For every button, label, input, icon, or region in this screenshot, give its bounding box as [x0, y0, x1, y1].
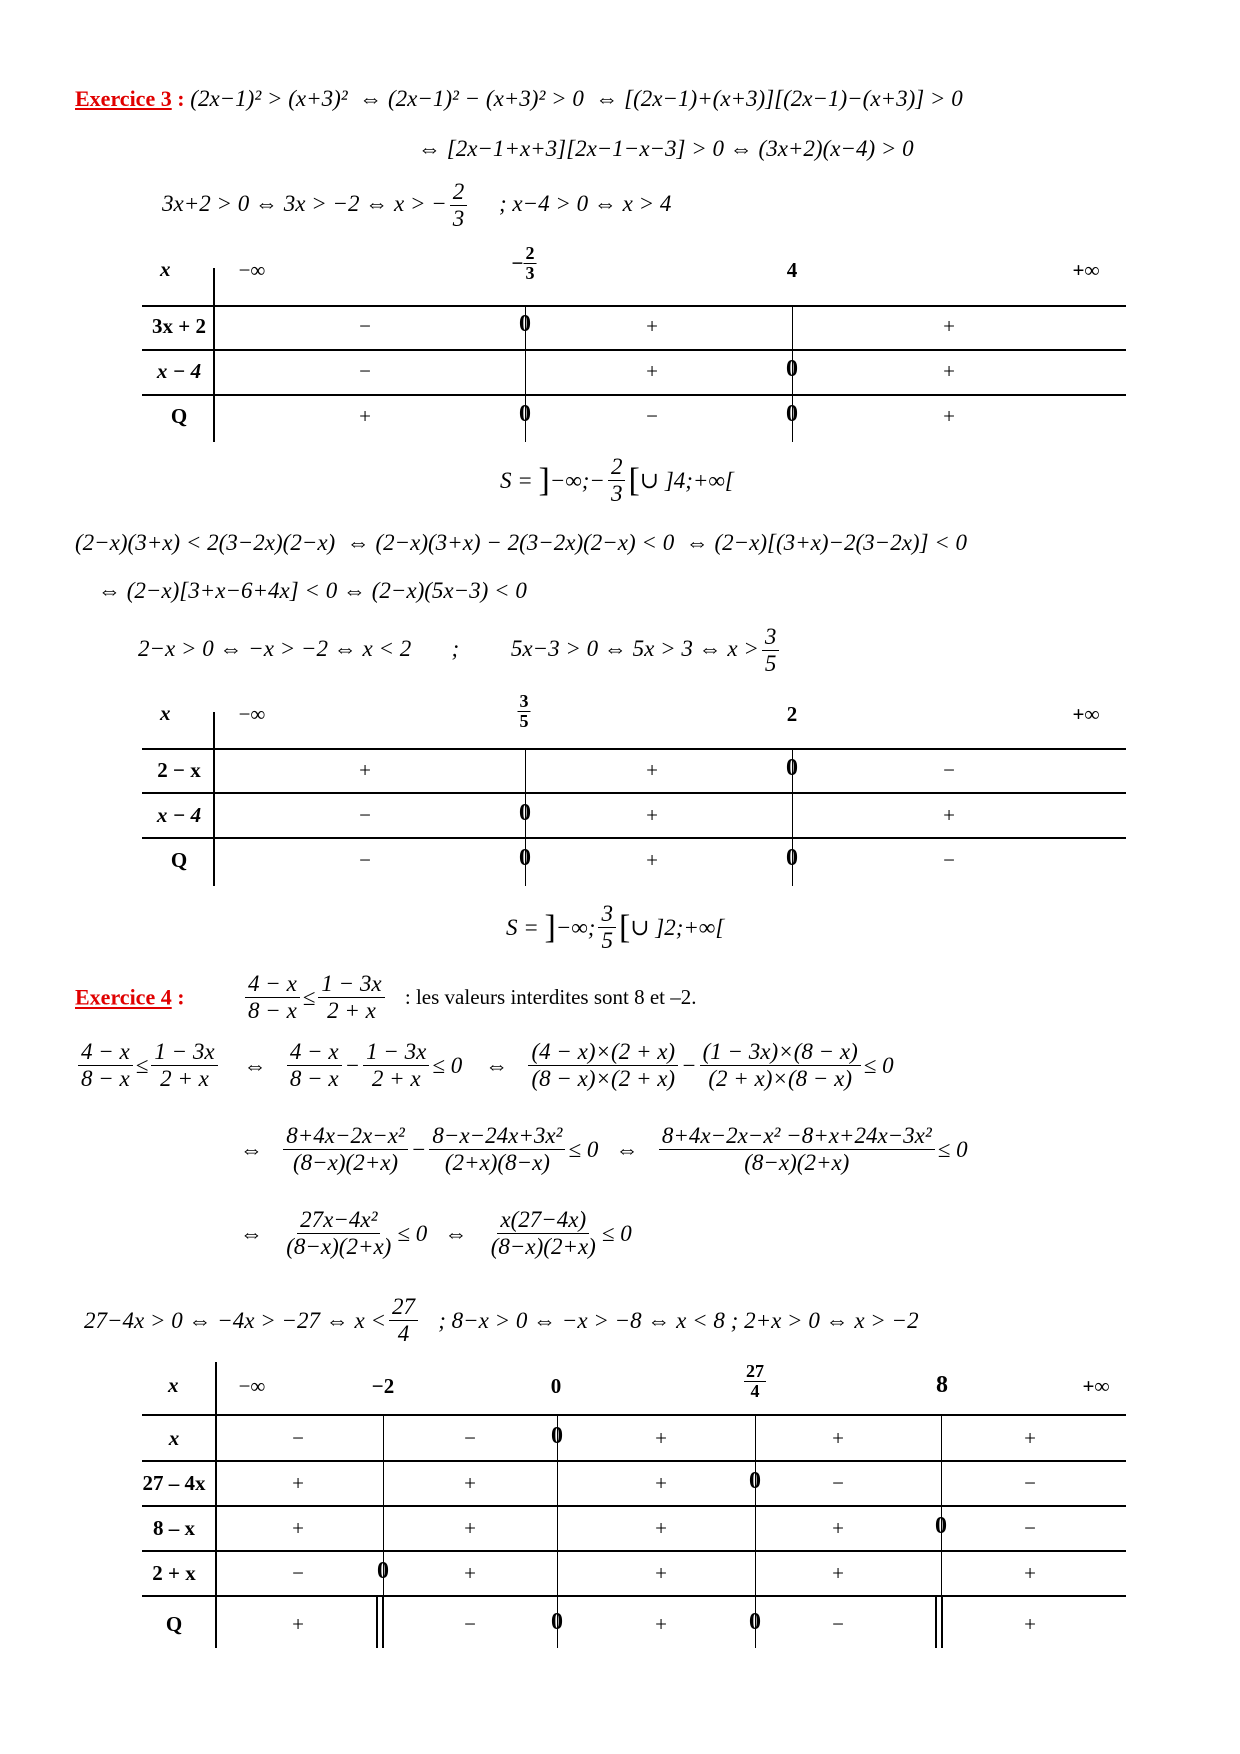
ex4-line2: $\frac{4 - x}{8 - x}$ ≤ $\frac{1 - 3x}{2 + x}$ ⇔ $\frac{4 - x}{8 - x}$ − $\frac{1 - 3x}{2 + x}$ ≤ 0 ⇔ $\frac{(4 - x)\times(2 + x)}{(8 - x)\times(2 + x)}$ − $\frac{(1 - 3x)\times(8 - x)}{(2 + x)\times(8 - x)}$ ≤ 0: [75, 1040, 894, 1091]
ex3-step1: ⇔ (2x−1)² − (x+3)² > 0: [359, 86, 584, 111]
sign: +: [655, 1561, 667, 1585]
sign: −: [832, 1612, 844, 1636]
sign: +: [646, 848, 658, 872]
sign: −: [1024, 1516, 1036, 1540]
ex3b-line3: 2−x > 0 ⇔ −x > −2 ⇔ x < 2 ; 5x−3 > 0 ⇔ 5x > 3 ⇔ x > $\frac{3}{5}$: [138, 625, 782, 676]
ex3-line3-right: ; x−4 > 0 ⇔ x > 4: [499, 190, 672, 216]
t2-row-label: Q: [170, 848, 188, 872]
t3-point-1: −2: [371, 1374, 395, 1398]
zero-mark: 0: [786, 755, 798, 781]
zero-mark: 0: [551, 1609, 563, 1635]
ex4-line5: 27−4x > 0 ⇔ −4x > −27 ⇔ x < $\frac{27}{4}$ ; 8−x > 0 ⇔ −x > −8 ⇔ x < 8 ; 2+x > 0 ⇔ x > −2: [84, 1294, 919, 1347]
sign: +: [646, 803, 658, 827]
sign: +: [655, 1471, 667, 1495]
sign: +: [943, 803, 955, 827]
t3-plus-infinity: +∞: [1082, 1374, 1110, 1398]
t1-root-1: − $\frac{2}{3}$: [511, 243, 535, 283]
sign: −: [292, 1426, 304, 1450]
sign: +: [646, 758, 658, 782]
t2-row-label: x − 4: [156, 803, 202, 827]
t3-row-label: Q: [165, 1612, 183, 1636]
t1-row-label: Q: [170, 404, 188, 428]
sign: −: [292, 1561, 304, 1585]
t1-root-2: 4: [786, 258, 798, 282]
zero-mark: 0: [519, 401, 531, 427]
ex3b-solution: S = ]−∞; $\frac{3}{5}$ [∪ ]2;+∞[: [506, 901, 725, 954]
sign: +: [655, 1612, 667, 1636]
sign: −: [359, 803, 371, 827]
sign: +: [646, 314, 658, 338]
t3-x-label: x: [168, 1373, 179, 1397]
sign: +: [464, 1516, 476, 1540]
zero-mark: 0: [519, 311, 531, 337]
t3-point-2: 0: [550, 1374, 562, 1398]
t3-row-label: x: [168, 1426, 180, 1450]
sign: +: [646, 359, 658, 383]
zero-mark: 0: [519, 845, 531, 871]
sign: −: [832, 1471, 844, 1495]
t3-point-4: 8: [936, 1372, 948, 1398]
ex3-line3-fraction: $\frac{2}{3}$: [450, 180, 468, 231]
ex3-step2: ⇔ [(2x−1)+(x+3)][(2x−1)−(x+3)] > 0: [595, 86, 963, 111]
ex3b-line2: ⇔ (2−x)[3+x−6+4x] < 0 ⇔ (2−x)(5x−3) < 0: [98, 578, 527, 603]
t2-root-2: 2: [786, 702, 798, 726]
zero-mark: 0: [749, 1468, 761, 1494]
sign: −: [943, 758, 955, 782]
sign: +: [943, 359, 955, 383]
ex4-forbidden-values: : les valeurs interdites sont 8 et –2.: [404, 985, 697, 1010]
t3-row-label: 8 – x: [153, 1516, 195, 1540]
sign: +: [832, 1561, 844, 1585]
sign: −: [943, 848, 955, 872]
sign: +: [464, 1471, 476, 1495]
sign: +: [943, 314, 955, 338]
t3-row-label: 27 – 4x: [142, 1471, 206, 1495]
ex3-line2: ⇔ [2x−1+x+3][2x−1−x−3] > 0 ⇔ (3x+2)(x−4) > 0: [418, 136, 914, 161]
ex4-line3: ⇔ $\frac{\text{8+4x−2x−x²}}{(8-x)(2+x)}$ − $\frac{\text{8−x−24x+3x²}}{(2+x)(8-x)}$ ≤ 0 ⇔ $\frac{\text{8+4x−2x−x² −8+x+24x−3x²}}{(8-x)(2+x)}$ ≤ 0: [240, 1123, 968, 1176]
sign: −: [464, 1612, 476, 1636]
sign: +: [1024, 1426, 1036, 1450]
sign: +: [292, 1612, 304, 1636]
sign: +: [464, 1561, 476, 1585]
t1-row-label: x − 4: [156, 359, 202, 383]
t3-point-3: $\frac{27}{4}$: [746, 1361, 764, 1401]
zero-mark: 0: [786, 845, 798, 871]
zero-mark: 0: [551, 1423, 563, 1449]
ex4-label: Exercice 4: [75, 984, 172, 1010]
sign: +: [832, 1516, 844, 1540]
t2-minus-infinity: −∞: [238, 702, 266, 726]
ex3-line3: [162, 180, 671, 231]
sign: +: [292, 1516, 304, 1540]
sign: +: [359, 758, 371, 782]
t1-plus-infinity: +∞: [1072, 258, 1100, 282]
zero-mark: 0: [786, 401, 798, 427]
t2-row-label: 2 − x: [157, 758, 201, 782]
sign: −: [464, 1426, 476, 1450]
zero-mark: 0: [935, 1513, 947, 1539]
sign: +: [359, 404, 371, 428]
sign: +: [655, 1426, 667, 1450]
ex3-line3-left: 3x+2 > 0 ⇔ 3x > −2 ⇔ x > −: [162, 190, 447, 216]
ex4-statement: Exercice 4 : $\frac{4 - x}{8 - x}$ ≤ $\frac{1 - 3x}{2 + x}$ : les valeurs interdites sont 8 et –2.: [75, 971, 697, 1024]
t3-row-label: 2 + x: [152, 1561, 196, 1585]
sign: −: [646, 404, 658, 428]
ex4-line4: ⇔ $\frac{\text{27x−4x²}}{(8-x)(2+x)}$ ≤ 0 ⇔ $\frac{x(27-4x)}{(8-x)(2+x)}$ ≤ 0: [240, 1207, 632, 1260]
ex3-line1: [75, 86, 963, 111]
t1-minus-infinity: −∞: [238, 258, 266, 282]
sign: +: [832, 1426, 844, 1450]
sign: −: [359, 314, 371, 338]
ex3-label: Exercice 3: [75, 86, 172, 111]
zero-mark: 0: [786, 356, 798, 382]
zero-mark: 0: [519, 800, 531, 826]
sign: +: [1024, 1561, 1036, 1585]
ex3-label-colon: :: [171, 86, 185, 111]
ex3-solution: S = ]−∞;− $\frac{2}{3}$ [∪ ]4;+∞[: [500, 454, 734, 507]
sign: −: [359, 359, 371, 383]
zero-mark: 0: [377, 1558, 389, 1584]
sign: +: [943, 404, 955, 428]
zero-mark: 0: [749, 1609, 761, 1635]
t1-x-label: x: [160, 257, 171, 281]
t2-root-1: $\frac{3}{5}$: [519, 691, 529, 731]
sign: +: [655, 1516, 667, 1540]
ex3-inequality: (2x−1)² > (x+3)²: [190, 86, 348, 111]
sign: −: [359, 848, 371, 872]
t2-x-label: x: [160, 701, 171, 725]
t2-plus-infinity: +∞: [1072, 702, 1100, 726]
t3-minus-infinity: −∞: [238, 1374, 266, 1398]
t1-row-label: 3x + 2: [152, 314, 206, 338]
ex3b-line1: (2−x)(3+x) < 2(3−2x)(2−x) ⇔ (2−x)(3+x) − 2(3−2x)(2−x) < 0 ⇔ (2−x)[(3+x)−2(3−2x)] < 0: [75, 530, 968, 555]
sign: +: [1024, 1612, 1036, 1636]
sign: +: [292, 1471, 304, 1495]
sign: −: [1024, 1471, 1036, 1495]
